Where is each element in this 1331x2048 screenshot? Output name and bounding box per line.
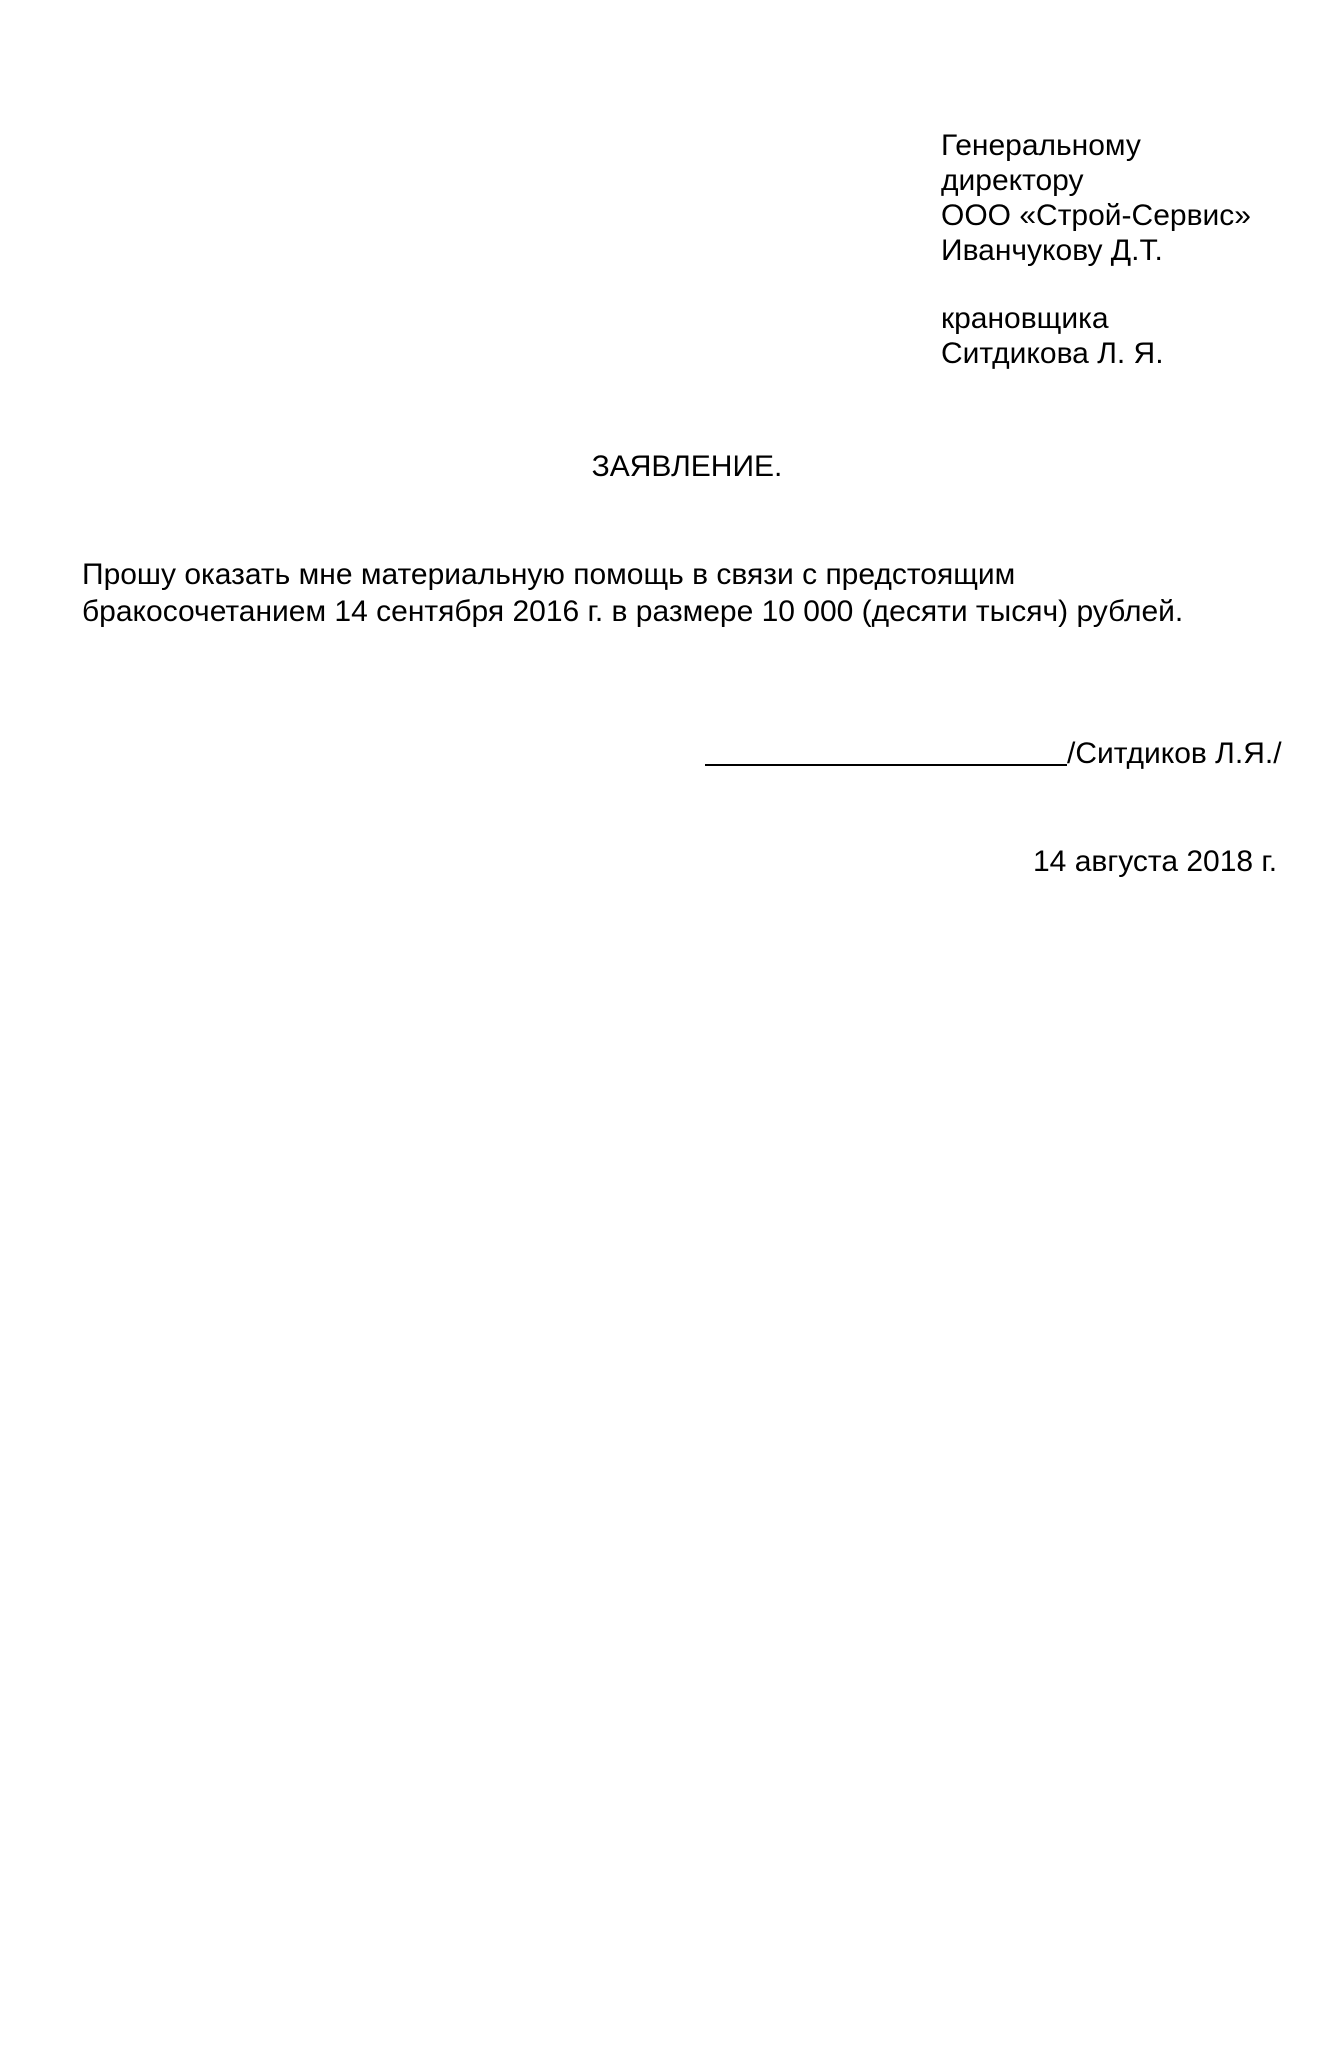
request-body — [82, 556, 1183, 630]
signature-block — [705, 734, 1282, 774]
addressee-line-2: директору — [941, 164, 1084, 197]
signature-name: /Ситдиков Л.Я./ — [1067, 737, 1282, 770]
addressee-spacer — [941, 268, 1251, 301]
request-body-line-2: бракосочетанием 14 сентября 2016 г. в размере 10 000 (десяти тысяч) рублей. — [82, 595, 1184, 628]
sender-position: крановщика — [941, 302, 1109, 335]
sender-name: Ситдикова Л. Я. — [941, 337, 1164, 370]
addressee-line-1: Генеральному — [941, 129, 1141, 162]
document-title: ЗАЯВЛЕНИЕ. — [591, 450, 783, 483]
addressee-name: Иванчукову Д.Т. — [941, 234, 1163, 267]
addressee-block — [941, 128, 1251, 371]
request-body-line-1: Прошу оказать мне материальную помощь в связи с предстоящим — [82, 558, 1016, 591]
addressee-company: ООО «Строй-Сервис» — [941, 199, 1251, 232]
document-date: 14 августа 2018 г. — [1033, 845, 1278, 878]
signature-line — [705, 760, 1067, 766]
